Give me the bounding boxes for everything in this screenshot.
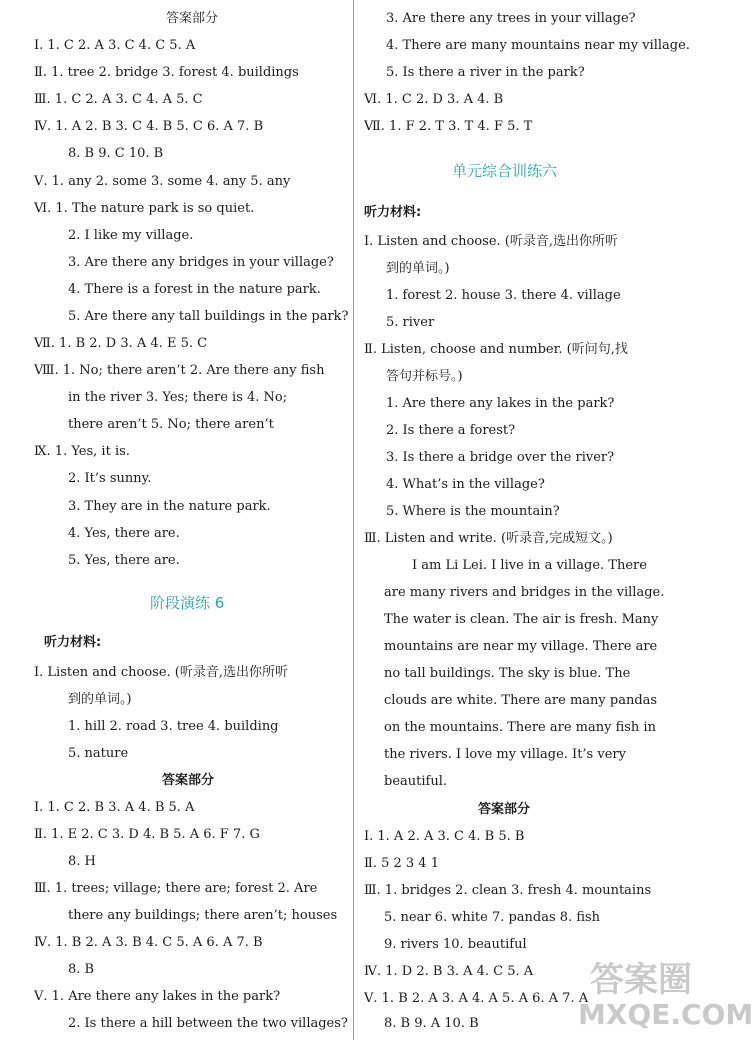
answer-line: 5. Is there a river in the park? bbox=[386, 65, 585, 80]
answer-line: Ⅱ. Listen, choose and number. (听问句,找 bbox=[364, 342, 628, 357]
answer-line: 8. B 9. C 10. B bbox=[68, 146, 164, 161]
listening-material-label: 听力材料: bbox=[364, 205, 422, 220]
answer-heading-3: 答案部分 bbox=[478, 802, 531, 817]
answer-line: Ⅳ. 1. D 2. B 3. A 4. C 5. A bbox=[364, 964, 534, 979]
answer-line: Ⅲ. Listen and write. (听录音,完成短文。) bbox=[364, 531, 613, 546]
passage-line: beautiful. bbox=[384, 774, 447, 789]
answer-line: Ⅲ. 1. bridges 2. clean 3. fresh 4. mountains bbox=[364, 883, 652, 898]
answer-line: 2. Is there a forest? bbox=[386, 423, 516, 438]
answer-line: Ⅸ. 1. Yes, it is. bbox=[34, 444, 130, 459]
answer-heading-1: 答案部分 bbox=[166, 11, 219, 26]
answer-line: Ⅳ. 1. B 2. A 3. B 4. C 5. A 6. A 7. B bbox=[34, 935, 263, 950]
answer-line: 3. They are in the nature park. bbox=[68, 499, 271, 514]
passage-line: clouds are white. There are many pandas bbox=[384, 693, 658, 708]
answer-line: Ⅲ. 1. trees; village; there are; forest 2. Are bbox=[34, 881, 318, 896]
answer-line: Ⅰ. 1. C 2. B 3. A 4. B 5. A bbox=[34, 800, 195, 815]
section-title-stage-6: 阶段演练 6 bbox=[150, 594, 225, 612]
watermark-site: MXQE.COM bbox=[578, 998, 754, 1031]
answer-line: 3. Are there any trees in your village? bbox=[386, 11, 636, 26]
listening-material-label: 听力材料: bbox=[44, 635, 102, 650]
passage-line: I am Li Lei. I live in a village. There bbox=[412, 558, 647, 573]
passage-line: on the mountains. There are many fish in bbox=[384, 720, 656, 735]
answer-line: 4. Yes, there are. bbox=[68, 526, 180, 541]
answer-line: Ⅴ. 1. any 2. some 3. some 4. any 5. any bbox=[34, 174, 291, 189]
answer-line: there aren’t 5. No; there aren’t bbox=[68, 417, 274, 432]
answer-line: 9. rivers 10. beautiful bbox=[384, 937, 527, 952]
answer-line: 1. hill 2. road 3. tree 4. building bbox=[68, 719, 279, 734]
answer-heading-2: 答案部分 bbox=[162, 773, 215, 788]
answer-line: 2. I like my village. bbox=[68, 228, 194, 243]
answer-line: 5. Where is the mountain? bbox=[386, 504, 560, 519]
answer-line: Ⅵ. 1. C 2. D 3. A 4. B bbox=[364, 92, 504, 107]
answer-line: 到的单词。) bbox=[68, 692, 132, 707]
passage-line: are many rivers and bridges in the village. bbox=[384, 585, 665, 600]
passage-line: The water is clean. The air is fresh. Many bbox=[384, 612, 659, 627]
answer-line: 3. Is there a bridge over the river? bbox=[386, 450, 615, 465]
answer-line: Ⅳ. 1. A 2. B 3. C 4. B 5. C 6. A 7. B bbox=[34, 119, 264, 134]
answer-line: Ⅵ. 1. The nature park is so quiet. bbox=[34, 201, 255, 216]
answer-line: 2. It’s sunny. bbox=[68, 471, 152, 486]
answer-line: Ⅰ. 1. C 2. A 3. C 4. C 5. A bbox=[34, 38, 196, 53]
answer-line: Ⅴ. 1. Are there any lakes in the park? bbox=[34, 989, 281, 1004]
column-divider bbox=[353, 0, 354, 1040]
passage-line: mountains are near my village. There are bbox=[384, 639, 658, 654]
answer-line: Ⅱ. 1. E 2. C 3. D 4. B 5. A 6. F 7. G bbox=[34, 827, 260, 842]
passage-line: no tall buildings. The sky is blue. The bbox=[384, 666, 631, 681]
answer-line: 4. There is a forest in the nature park. bbox=[68, 282, 321, 297]
answer-line: 5. river bbox=[386, 315, 435, 330]
answer-line: 8. B 9. A 10. B bbox=[384, 1016, 479, 1031]
answer-line: 4. What’s in the village? bbox=[386, 477, 545, 492]
answer-line: in the river 3. Yes; there is 4. No; bbox=[68, 390, 288, 405]
answer-line: 4. There are many mountains near my village. bbox=[386, 38, 690, 53]
answer-line: 2. Is there a hill between the two villages? bbox=[68, 1016, 348, 1031]
answer-line: 到的单词。) bbox=[386, 261, 450, 276]
answer-line: 5. nature bbox=[68, 746, 129, 761]
answer-line: Ⅰ. Listen and choose. (听录音,选出你所听 bbox=[34, 665, 289, 680]
answer-line: Ⅶ. 1. F 2. T 3. T 4. F 5. T bbox=[364, 119, 533, 134]
answer-line: 3. Are there any bridges in your village? bbox=[68, 255, 334, 270]
answer-line: 1. forest 2. house 3. there 4. village bbox=[386, 288, 621, 303]
passage-line: the rivers. I love my village. It’s very bbox=[384, 747, 626, 762]
answer-line: Ⅴ. 1. B 2. A 3. A 4. A 5. A 6. A 7. A bbox=[364, 991, 589, 1006]
answer-line: Ⅷ. 1. No; there aren’t 2. Are there any fish bbox=[34, 363, 325, 378]
watermark-brand: 答案圈 bbox=[590, 960, 692, 1000]
answer-line: Ⅰ. 1. A 2. A 3. C 4. B 5. B bbox=[364, 829, 525, 844]
answer-line: Ⅰ. Listen and choose. (听录音,选出你所听 bbox=[364, 234, 619, 249]
answer-line: 1. Are there any lakes in the park? bbox=[386, 396, 615, 411]
answer-line: there any buildings; there aren’t; houses bbox=[68, 908, 338, 923]
answer-line: 8. H bbox=[68, 854, 96, 869]
answer-line: 8. B bbox=[68, 962, 95, 977]
answer-line: Ⅲ. 1. C 2. A 3. C 4. A 5. C bbox=[34, 92, 203, 107]
answer-line: 5. Yes, there are. bbox=[68, 553, 180, 568]
answer-line: 答句并标号。) bbox=[386, 369, 463, 384]
section-title-unit-6: 单元综合训练六 bbox=[452, 162, 558, 180]
answer-line: Ⅱ. 1. tree 2. bridge 3. forest 4. buildings bbox=[34, 65, 299, 80]
answer-line: 5. Are there any tall buildings in the park? bbox=[68, 309, 349, 324]
answer-line: Ⅶ. 1. B 2. D 3. A 4. E 5. C bbox=[34, 336, 208, 351]
answer-line: Ⅱ. 5 2 3 4 1 bbox=[364, 856, 439, 871]
answer-line: 5. near 6. white 7. pandas 8. fish bbox=[384, 910, 601, 925]
